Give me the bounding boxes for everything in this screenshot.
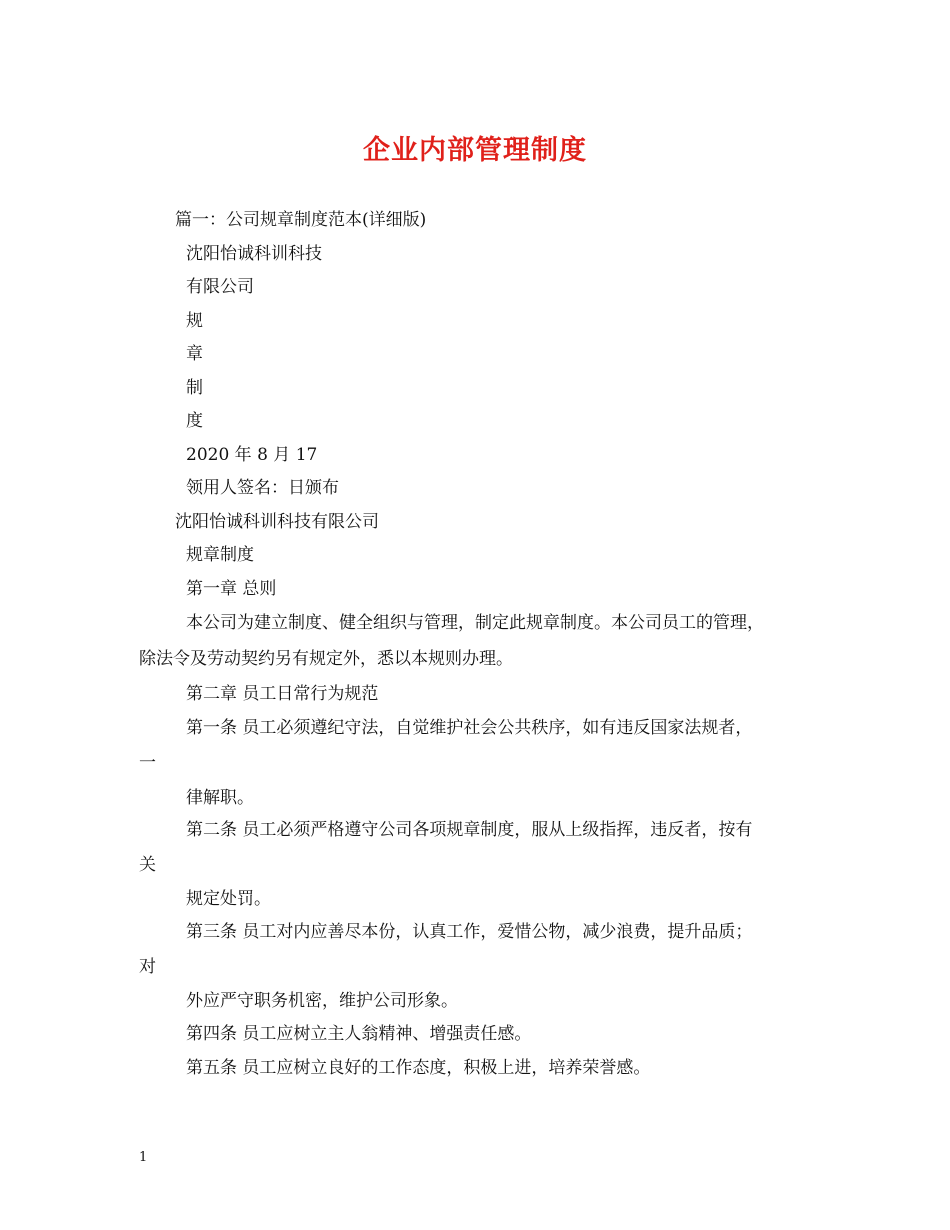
text-line: 一 [139,753,156,773]
chapter-heading: 第二章 员工日常行为规范 [186,684,379,704]
text-line: 规章制度 [186,545,254,565]
text-line: 对 [139,957,156,977]
text-line: 沈阳怡诚科训科技有限公司 [175,512,379,532]
text-line: 领用人签名：日颁布 [186,478,339,498]
text-line: 2020 年 8 月 17 [186,445,318,465]
text-line: 有限公司 [186,277,254,297]
text-line: 篇一：公司规章制度范本(详细版) [175,210,427,230]
text-line: 第一条 员工必须遵纪守法，自觉维护社会公共秩序，如有违反国家法规者， [186,718,753,738]
text-line: 关 [139,855,156,875]
text-line: 外应严守职务机密，维护公司形象。 [186,991,458,1011]
text-line: 章 [186,344,203,364]
text-line: 第三条 员工对内应善尽本份，认真工作，爱惜公物，减少浪费，提升品质； [186,922,753,942]
text-line: 第二条 员工必须严格遵守公司各项规章制度，服从上级指挥，违反者，按有 [186,820,753,840]
document-title: 企业内部管理制度 [363,135,587,166]
chapter-heading: 第一章 总则 [186,579,277,599]
text-line: 规定处罚。 [186,889,271,909]
text-line: 本公司为建立制度、健全组织与管理，制定此规章制度。本公司员工的管理， [186,613,764,633]
text-line: 第五条 员工应树立良好的工作态度，积极上进，培养荣誉感。 [186,1058,651,1078]
text-line: 第四条 员工应树立主人翁精神、增强责任感。 [186,1024,532,1044]
text-line: 规 [186,311,203,331]
text-line: 度 [186,411,203,431]
text-line: 除法令及劳动契约另有规定外，悉以本规则办理。 [139,649,513,669]
text-line: 律解职。 [186,788,254,808]
text-line: 沈阳怡诚科训科技 [186,244,322,264]
text-line: 制 [186,378,203,398]
page-number: 1 [139,1150,148,1165]
